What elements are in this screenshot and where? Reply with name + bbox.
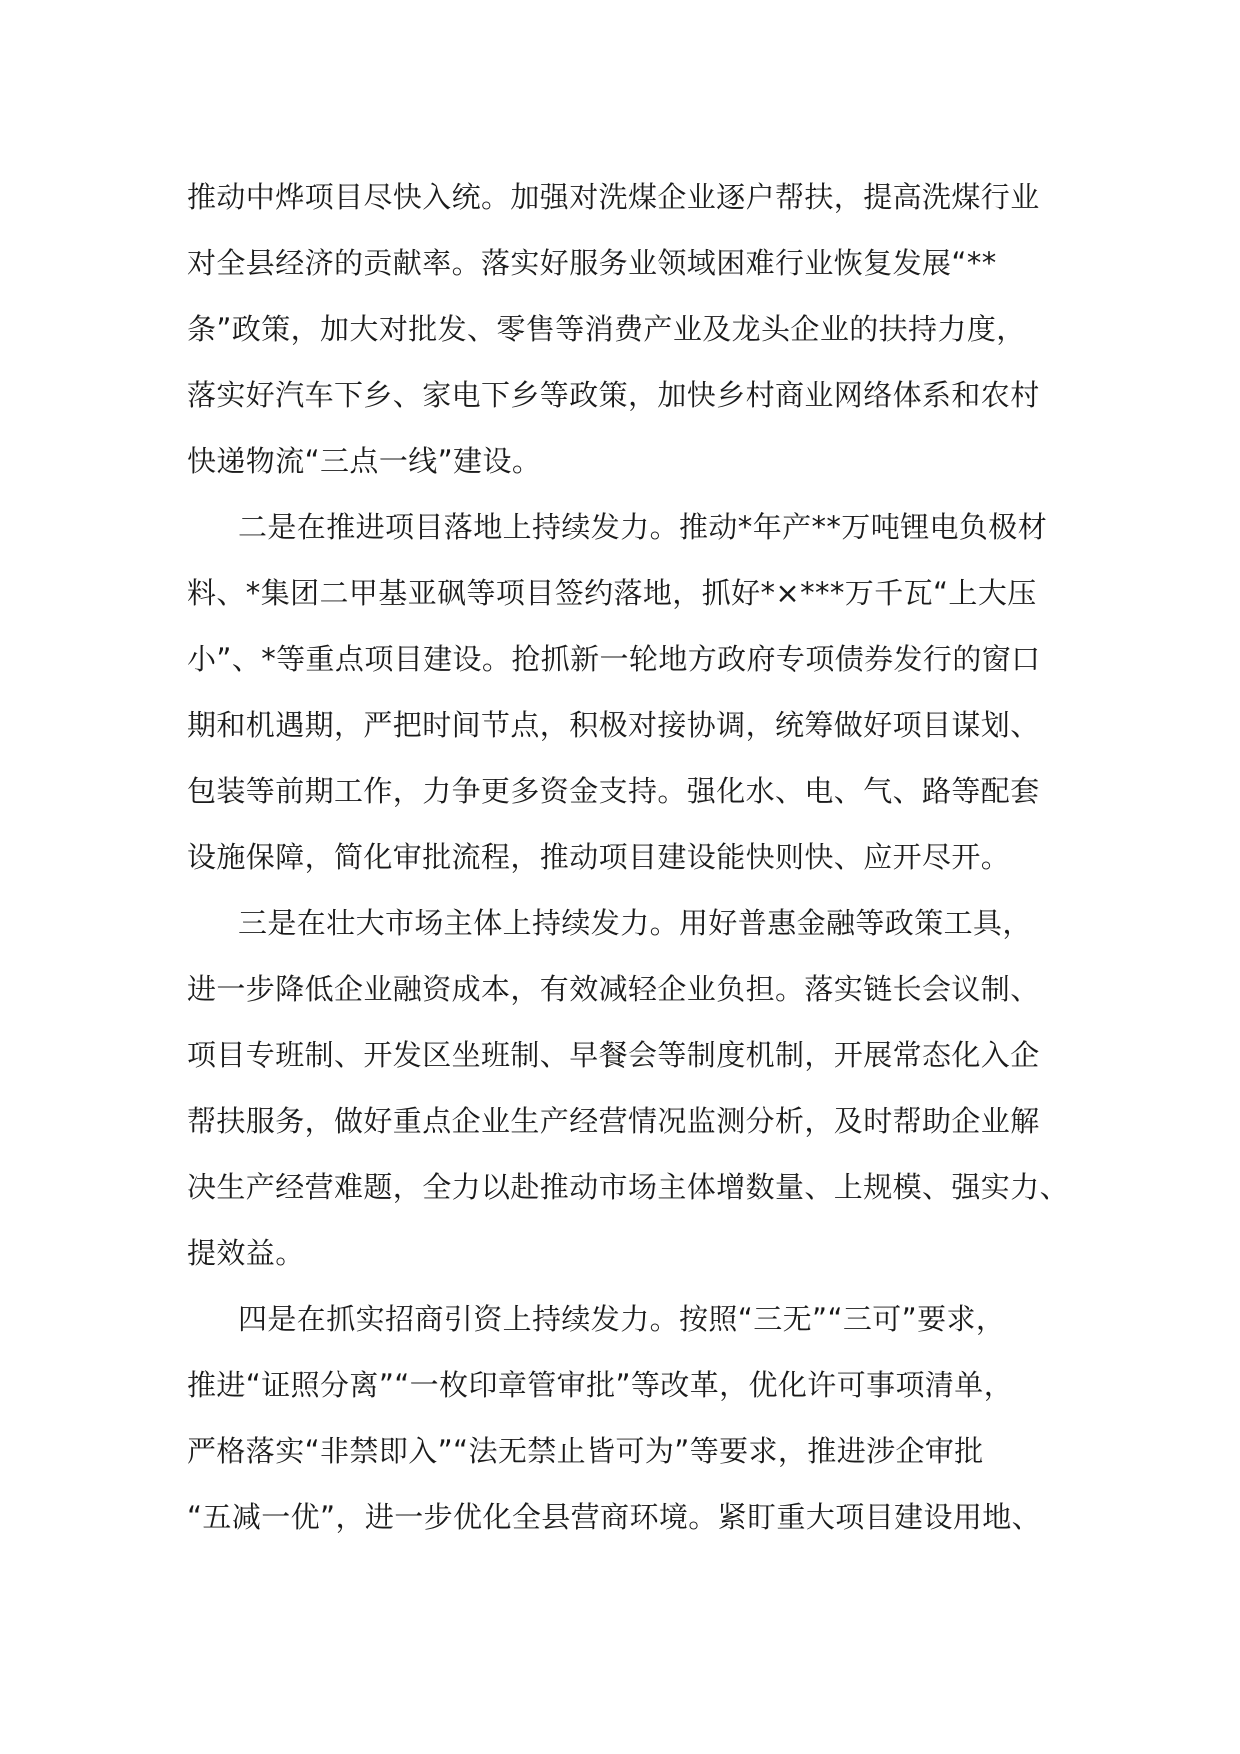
text-line: 严格落实“非禁即入”“法无禁止皆可为”等要求，推进涉企审批 <box>187 1434 984 1468</box>
text-line: 帮扶服务，做好重点企业生产经营情况监测分析，及时帮助企业解 <box>187 1104 1040 1138</box>
text-line: 包装等前期工作，力争更多资金支持。强化水、电、气、路等配套 <box>187 774 1040 808</box>
text-line: 快递物流“三点一线”建设。 <box>187 444 542 478</box>
text-line: 进一步降低企业融资成本，有效减轻企业负担。落实链长会议制、 <box>187 972 1040 1006</box>
text-line: 提效益。 <box>187 1236 305 1270</box>
text-line: “五减一优”，进一步优化全县营商环境。紧盯重大项目建设用地、 <box>187 1500 1042 1534</box>
text-line: 条”政策，加大对批发、零售等消费产业及龙头企业的扶持力度， <box>187 312 1026 346</box>
text-line: 小”、*等重点项目建设。抢抓新一轮地方政府专项债券发行的窗口 <box>187 642 1041 676</box>
text-line: 推动中烨项目尽快入统。加强对洗煤企业逐户帮扶，提高洗煤行业 <box>187 180 1040 214</box>
text-line: 对全县经济的贡献率。落实好服务业领域困难行业恢复发展“** <box>187 246 997 280</box>
paragraph-4-first-line: 四是在抓实招商引资上持续发力。按照“三无”“三可”要求， <box>238 1302 1006 1336</box>
text-line: 落实好汽车下乡、家电下乡等政策，加快乡村商业网络体系和农村 <box>187 378 1040 412</box>
text-line: 推进“证照分离”“一枚印章管审批”等改革，优化许可事项清单， <box>187 1368 1014 1402</box>
text-line: 期和机遇期，严把时间节点，积极对接协调，统筹做好项目谋划、 <box>187 708 1040 742</box>
text-line: 设施保障，简化审批流程，推动项目建设能快则快、应开尽开。 <box>187 840 1011 874</box>
paragraph-2-first-line: 二是在推进项目落地上持续发力。推动*年产**万吨锂电负极材 <box>238 510 1048 544</box>
text-line: 决生产经营难题，全力以赴推动市场主体增数量、上规模、强实力、 <box>187 1170 1070 1204</box>
text-line: 项目专班制、开发区坐班制、早餐会等制度机制，开展常态化入企 <box>187 1038 1040 1072</box>
paragraph-3-first-line: 三是在壮大市场主体上持续发力。用好普惠金融等政策工具， <box>238 906 1032 940</box>
text-line: 料、*集团二甲基亚砜等项目签约落地，抓好*×***万千瓦“上大压 <box>187 576 1037 610</box>
